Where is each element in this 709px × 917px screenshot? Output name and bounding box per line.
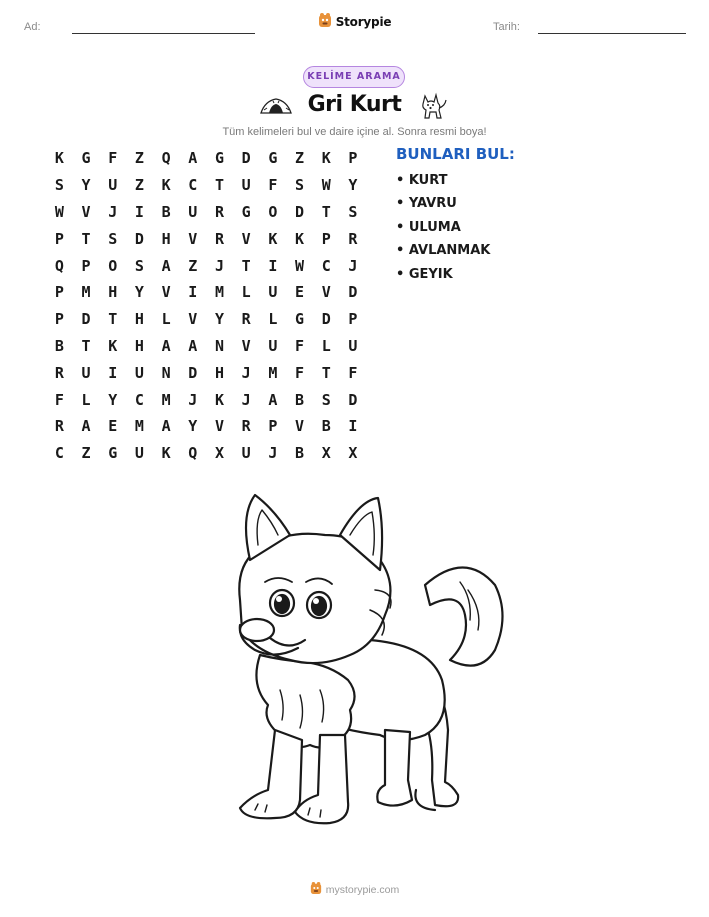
grid-letter[interactable]: G	[108, 444, 118, 463]
grid-letter[interactable]: Q	[161, 149, 171, 168]
grid-letter[interactable]: M	[214, 283, 224, 302]
grid-letter[interactable]: K	[268, 229, 278, 248]
grid-letter[interactable]: G	[81, 149, 91, 168]
grid-letter[interactable]: L	[321, 336, 331, 355]
grid-letter[interactable]: K	[108, 336, 118, 355]
wolf-pup-icon	[417, 90, 449, 126]
instructions: Tüm kelimeleri bul ve daire içine al. Sonra resmi boya!	[222, 126, 487, 138]
grid-letter[interactable]: V	[81, 202, 91, 221]
grid-row	[46, 359, 366, 386]
grid-letter[interactable]: M	[268, 363, 278, 382]
grid-letter[interactable]: S	[295, 176, 305, 195]
grid-letter[interactable]: R	[54, 417, 64, 436]
word-list-item: • ULUMA	[396, 219, 461, 235]
word-list-item: • YAVRU	[396, 196, 457, 212]
grid-letter[interactable]: T	[214, 176, 224, 195]
grid-letter[interactable]: T	[241, 256, 251, 275]
grid-letter[interactable]: A	[161, 417, 171, 436]
grid-letter[interactable]: D	[348, 390, 358, 409]
grid-letter[interactable]: G	[268, 149, 278, 168]
grid-letter[interactable]: U	[268, 283, 278, 302]
grid-row	[46, 252, 366, 279]
grid-letter[interactable]: U	[241, 444, 251, 463]
grid-letter[interactable]: D	[321, 310, 331, 329]
name-line[interactable]	[72, 33, 255, 34]
grid-letter[interactable]: K	[161, 444, 171, 463]
grid-letter[interactable]: Q	[188, 444, 198, 463]
grid-letter[interactable]: U	[241, 176, 251, 195]
grid-letter[interactable]: F	[108, 149, 118, 168]
grid-letter[interactable]: V	[295, 417, 305, 436]
grid-letter[interactable]: D	[134, 229, 144, 248]
grid-letter[interactable]: Z	[134, 176, 144, 195]
grid-letter[interactable]: V	[161, 283, 171, 302]
grid-letter[interactable]: M	[134, 417, 144, 436]
grid-letter[interactable]: Q	[54, 256, 64, 275]
grid-letter[interactable]: Y	[108, 390, 118, 409]
grid-letter[interactable]: P	[348, 149, 358, 168]
grid-letter[interactable]: R	[214, 202, 224, 221]
grid-letter[interactable]: Z	[81, 444, 91, 463]
grid-letter[interactable]: J	[214, 256, 224, 275]
grid-letter[interactable]: X	[214, 444, 224, 463]
grid-letter[interactable]: L	[161, 310, 171, 329]
grid-letter[interactable]: R	[54, 363, 64, 382]
grid-row	[46, 386, 366, 413]
grid-letter[interactable]: K	[161, 176, 171, 195]
grid-letter[interactable]: D	[241, 149, 251, 168]
grid-letter[interactable]: L	[81, 390, 91, 409]
grid-letter[interactable]: J	[241, 390, 251, 409]
footer-site: mystorypie.com	[325, 883, 400, 896]
grid-letter[interactable]: E	[108, 417, 118, 436]
name-label: Ad:	[24, 21, 41, 33]
wolf-coloring-illustration[interactable]	[220, 490, 510, 834]
grid-letter[interactable]: V	[188, 310, 198, 329]
grid-letter[interactable]: R	[241, 417, 251, 436]
grid-letter[interactable]: A	[268, 390, 278, 409]
grid-letter[interactable]: H	[134, 310, 144, 329]
grid-letter[interactable]: U	[108, 176, 118, 195]
grid-letter[interactable]: S	[108, 229, 118, 248]
grid-letter[interactable]: W	[321, 176, 331, 195]
grid-letter[interactable]: U	[134, 363, 144, 382]
grid-letter[interactable]: B	[54, 336, 64, 355]
grid-letter[interactable]: A	[81, 417, 91, 436]
grid-letter[interactable]: H	[108, 283, 118, 302]
grid-letter[interactable]: S	[348, 202, 358, 221]
grid-letter[interactable]: I	[268, 256, 278, 275]
grid-letter[interactable]: N	[214, 336, 224, 355]
grid-letter[interactable]: Y	[348, 176, 358, 195]
grid-letter[interactable]: A	[161, 336, 171, 355]
grid-letter[interactable]: T	[108, 310, 118, 329]
grid-letter[interactable]: D	[188, 363, 198, 382]
grid-letter[interactable]: V	[214, 417, 224, 436]
grid-letter[interactable]: C	[134, 390, 144, 409]
grid-row	[46, 145, 366, 172]
grid-letter[interactable]: I	[188, 283, 198, 302]
grid-letter[interactable]: Z	[134, 149, 144, 168]
grid-letter[interactable]: Y	[214, 310, 224, 329]
brand	[0, 12, 709, 32]
grid-letter[interactable]: P	[54, 283, 64, 302]
grid-letter[interactable]: P	[54, 229, 64, 248]
grid-row	[46, 333, 366, 360]
grid-letter[interactable]: I	[134, 202, 144, 221]
grid-letter[interactable]: P	[81, 256, 91, 275]
word-list-item: • GEYIK	[396, 266, 453, 282]
grid-letter[interactable]: O	[108, 256, 118, 275]
grid-row	[46, 413, 366, 440]
grid-letter[interactable]: I	[348, 417, 358, 436]
grid-letter[interactable]: K	[54, 149, 64, 168]
grid-letter[interactable]: T	[81, 336, 91, 355]
grid-letter[interactable]: D	[295, 202, 305, 221]
grid-letter[interactable]: M	[161, 390, 171, 409]
grid-letter[interactable]: Y	[134, 283, 144, 302]
grid-letter[interactable]: S	[54, 176, 64, 195]
grid-row	[46, 279, 366, 306]
grid-letter[interactable]: V	[188, 229, 198, 248]
grid-letter[interactable]: F	[268, 176, 278, 195]
grid-letter[interactable]: J	[188, 390, 198, 409]
grid-letter[interactable]: B	[295, 444, 305, 463]
grid-letter[interactable]: B	[295, 390, 305, 409]
grid-letter[interactable]: H	[134, 336, 144, 355]
page-title: Gri Kurt	[307, 92, 402, 117]
grid-letter[interactable]: G	[241, 202, 251, 221]
grid-letter[interactable]: L	[241, 283, 251, 302]
grid-letter[interactable]: E	[295, 283, 305, 302]
grid-letter[interactable]: L	[268, 310, 278, 329]
grid-letter[interactable]: P	[321, 229, 331, 248]
word-list-heading: BUNLARI BUL:	[396, 145, 515, 163]
brand-name: Storypie	[335, 15, 392, 29]
grid-letter[interactable]: C	[188, 176, 198, 195]
grid-letter[interactable]: K	[214, 390, 224, 409]
grid-row	[46, 306, 366, 333]
grid-letter[interactable]: Z	[295, 149, 305, 168]
grid-letter[interactable]: J	[241, 363, 251, 382]
grid-letter[interactable]: P	[348, 310, 358, 329]
worksheet-badge: KELİME ARAMA	[303, 66, 405, 88]
date-line[interactable]	[538, 33, 686, 34]
grid-letter[interactable]: P	[54, 310, 64, 329]
grid-letter[interactable]: V	[321, 283, 331, 302]
grid-row	[46, 440, 366, 467]
grid-letter[interactable]: H	[214, 363, 224, 382]
grid-letter[interactable]: T	[321, 202, 331, 221]
grid-letter[interactable]: U	[348, 336, 358, 355]
grid-letter[interactable]: D	[81, 310, 91, 329]
date-label: Tarih:	[493, 21, 520, 33]
grid-letter[interactable]: S	[321, 390, 331, 409]
grid-letter[interactable]: B	[161, 202, 171, 221]
grid-letter[interactable]: F	[348, 363, 358, 382]
grid-letter[interactable]: Z	[188, 256, 198, 275]
grid-letter[interactable]: J	[108, 202, 118, 221]
grid-letter[interactable]: U	[268, 336, 278, 355]
grid-letter[interactable]: V	[241, 336, 251, 355]
word-list-item: • AVLANMAK	[396, 243, 491, 259]
grid-letter[interactable]: B	[321, 417, 331, 436]
grid-letter[interactable]: Y	[188, 417, 198, 436]
grid-letter[interactable]: A	[188, 336, 198, 355]
grid-letter[interactable]: A	[161, 256, 171, 275]
grid-letter[interactable]: G	[214, 149, 224, 168]
grid-row	[46, 199, 366, 226]
grid-letter[interactable]: K	[321, 149, 331, 168]
grid-letter[interactable]: J	[348, 256, 358, 275]
grid-letter[interactable]: T	[81, 229, 91, 248]
grid-letter[interactable]: O	[268, 202, 278, 221]
grid-letter[interactable]: J	[268, 444, 278, 463]
grid-letter[interactable]: C	[321, 256, 331, 275]
grid-letter[interactable]: U	[134, 444, 144, 463]
grid-row	[46, 172, 366, 199]
grid-letter[interactable]: C	[54, 444, 64, 463]
grid-letter[interactable]: H	[161, 229, 171, 248]
grid-letter[interactable]: G	[295, 310, 305, 329]
grid-row	[46, 225, 366, 252]
footer	[0, 880, 709, 899]
grid-letter[interactable]: I	[108, 363, 118, 382]
grid-letter[interactable]: R	[348, 229, 358, 248]
grid-letter[interactable]: Y	[81, 176, 91, 195]
word-list-item: • KURT	[396, 173, 448, 188]
grid-letter[interactable]: W	[54, 202, 64, 221]
grid-letter[interactable]: X	[321, 444, 331, 463]
grid-letter[interactable]: R	[214, 229, 224, 248]
word-list	[396, 171, 490, 288]
grid-letter[interactable]: K	[295, 229, 305, 248]
grid-letter[interactable]: F	[295, 336, 305, 355]
grid-letter[interactable]: T	[321, 363, 331, 382]
grid-letter[interactable]: F	[54, 390, 64, 409]
storypie-logo-icon	[318, 12, 332, 32]
grid-letter[interactable]: W	[295, 256, 305, 275]
grid-letter[interactable]: X	[348, 444, 358, 463]
storypie-logo-icon	[310, 880, 322, 899]
letter-grid[interactable]	[46, 145, 366, 467]
grid-letter[interactable]: M	[81, 283, 91, 302]
grid-letter[interactable]: V	[241, 229, 251, 248]
grid-letter[interactable]: R	[241, 310, 251, 329]
grid-letter[interactable]: F	[295, 363, 305, 382]
grid-letter[interactable]: P	[268, 417, 278, 436]
grid-letter[interactable]: A	[188, 149, 198, 168]
grid-letter[interactable]: S	[134, 256, 144, 275]
grid-letter[interactable]: U	[188, 202, 198, 221]
grid-letter[interactable]: U	[81, 363, 91, 382]
grid-letter[interactable]: D	[348, 283, 358, 302]
grid-letter[interactable]: N	[161, 363, 171, 382]
